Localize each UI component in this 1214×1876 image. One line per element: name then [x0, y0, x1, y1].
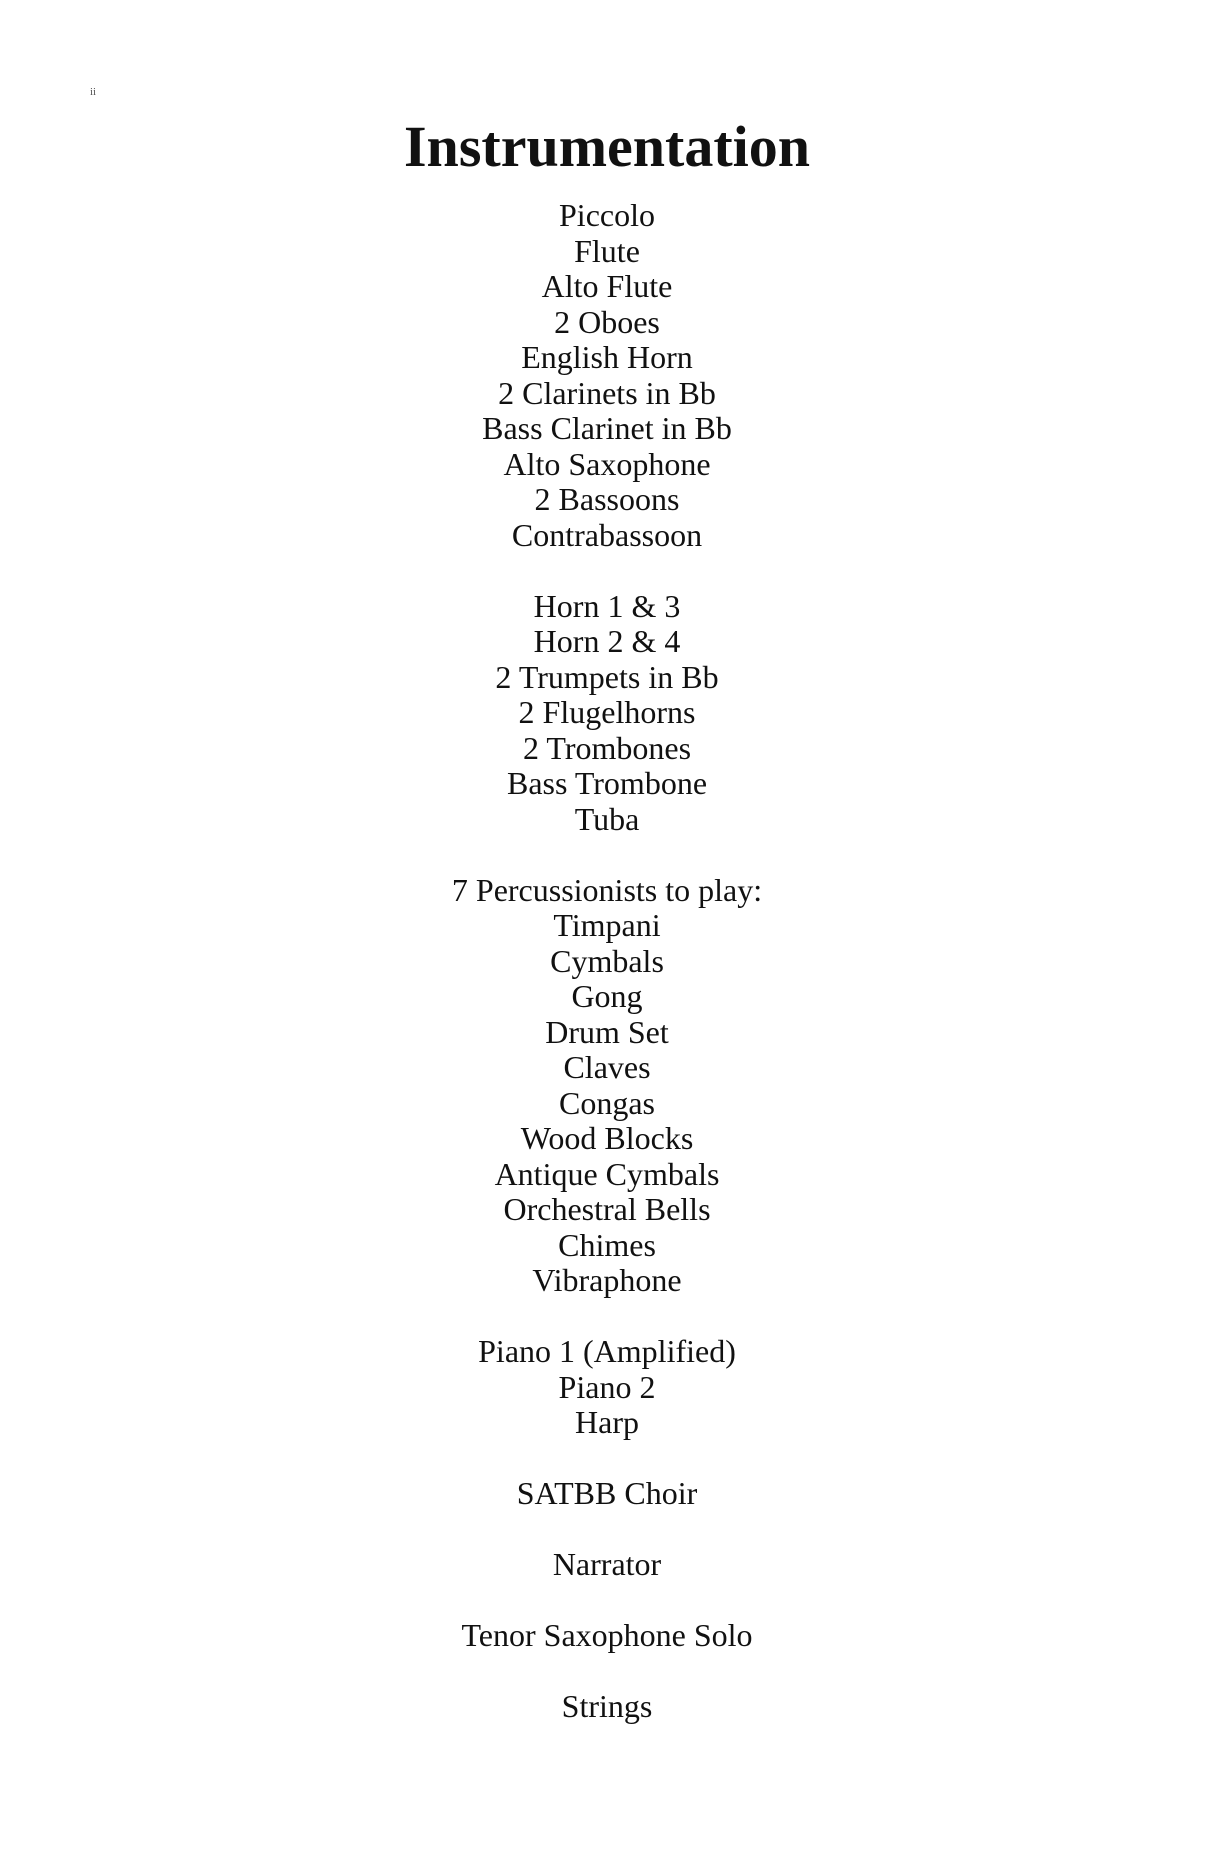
- instrument-item: 2 Trumpets in Bb: [495, 658, 719, 695]
- instrument-item: Piano 1 (Amplified): [478, 1333, 736, 1369]
- instrument-item: 2 Oboes: [554, 303, 660, 340]
- instrument-item: Tenor Saxophone Solo: [461, 1617, 753, 1653]
- instrument-item: Timpani: [553, 907, 661, 943]
- page-number: ii: [90, 86, 97, 98]
- section-narrator: [0, 1547, 1214, 1583]
- instrument-item: Strings: [561, 1688, 653, 1724]
- instrument-item: Contrabassoon: [511, 516, 703, 553]
- instrument-item: Wood Blocks: [520, 1120, 694, 1156]
- instrument-item: 2 Flugelhorns: [518, 694, 696, 730]
- instrument-item: Drum Set: [545, 1013, 669, 1050]
- page-title: Instrumentation: [403, 114, 811, 179]
- instrument-item: Vibraphone: [532, 1262, 682, 1298]
- section-soloist: [0, 1618, 1214, 1654]
- instrument-item: Antique Cymbals: [494, 1155, 720, 1192]
- instrument-item: Horn 1 & 3: [533, 587, 681, 624]
- instrument-item: Alto Flute: [541, 268, 673, 304]
- instrument-item: Cymbals: [550, 942, 664, 979]
- section-strings: [0, 1689, 1214, 1725]
- instrument-item: 2 Bassoons: [534, 481, 680, 517]
- instrument-item: Alto Saxophone: [503, 445, 711, 482]
- instrument-item: SATBB Choir: [516, 1475, 698, 1511]
- instrument-item: Orchestral Bells: [503, 1191, 711, 1227]
- instrument-item: 2 Trombones: [522, 729, 692, 766]
- section-percussion: [0, 873, 1214, 1299]
- instrument-item: Chimes: [558, 1226, 656, 1263]
- section-keyboards-harp: [0, 1334, 1214, 1441]
- instrument-item: English Horn: [521, 339, 693, 375]
- instrument-item: Claves: [563, 1049, 651, 1085]
- instrument-item: Gong: [571, 978, 643, 1014]
- instrument-item: Piano 2: [558, 1368, 656, 1405]
- instrument-item: Congas: [559, 1084, 655, 1121]
- percussion-heading: 7 Percussionists to play:: [451, 871, 763, 908]
- instrument-list: [0, 198, 1214, 1725]
- instrument-item: Flute: [574, 232, 640, 269]
- instrument-item: Bass Trombone: [506, 765, 708, 801]
- instrument-item: Harp: [575, 1404, 639, 1440]
- instrument-item: Bass Clarinet in Bb: [482, 410, 732, 446]
- instrument-item: Tuba: [574, 800, 640, 837]
- instrument-item: 2 Clarinets in Bb: [498, 374, 716, 411]
- instrument-item: Piccolo: [559, 197, 655, 233]
- section-brass: [0, 589, 1214, 838]
- instrument-item: Narrator: [552, 1546, 662, 1582]
- section-woodwinds: [0, 198, 1214, 553]
- section-choir: [0, 1476, 1214, 1512]
- instrument-item: Horn 2 & 4: [533, 623, 681, 659]
